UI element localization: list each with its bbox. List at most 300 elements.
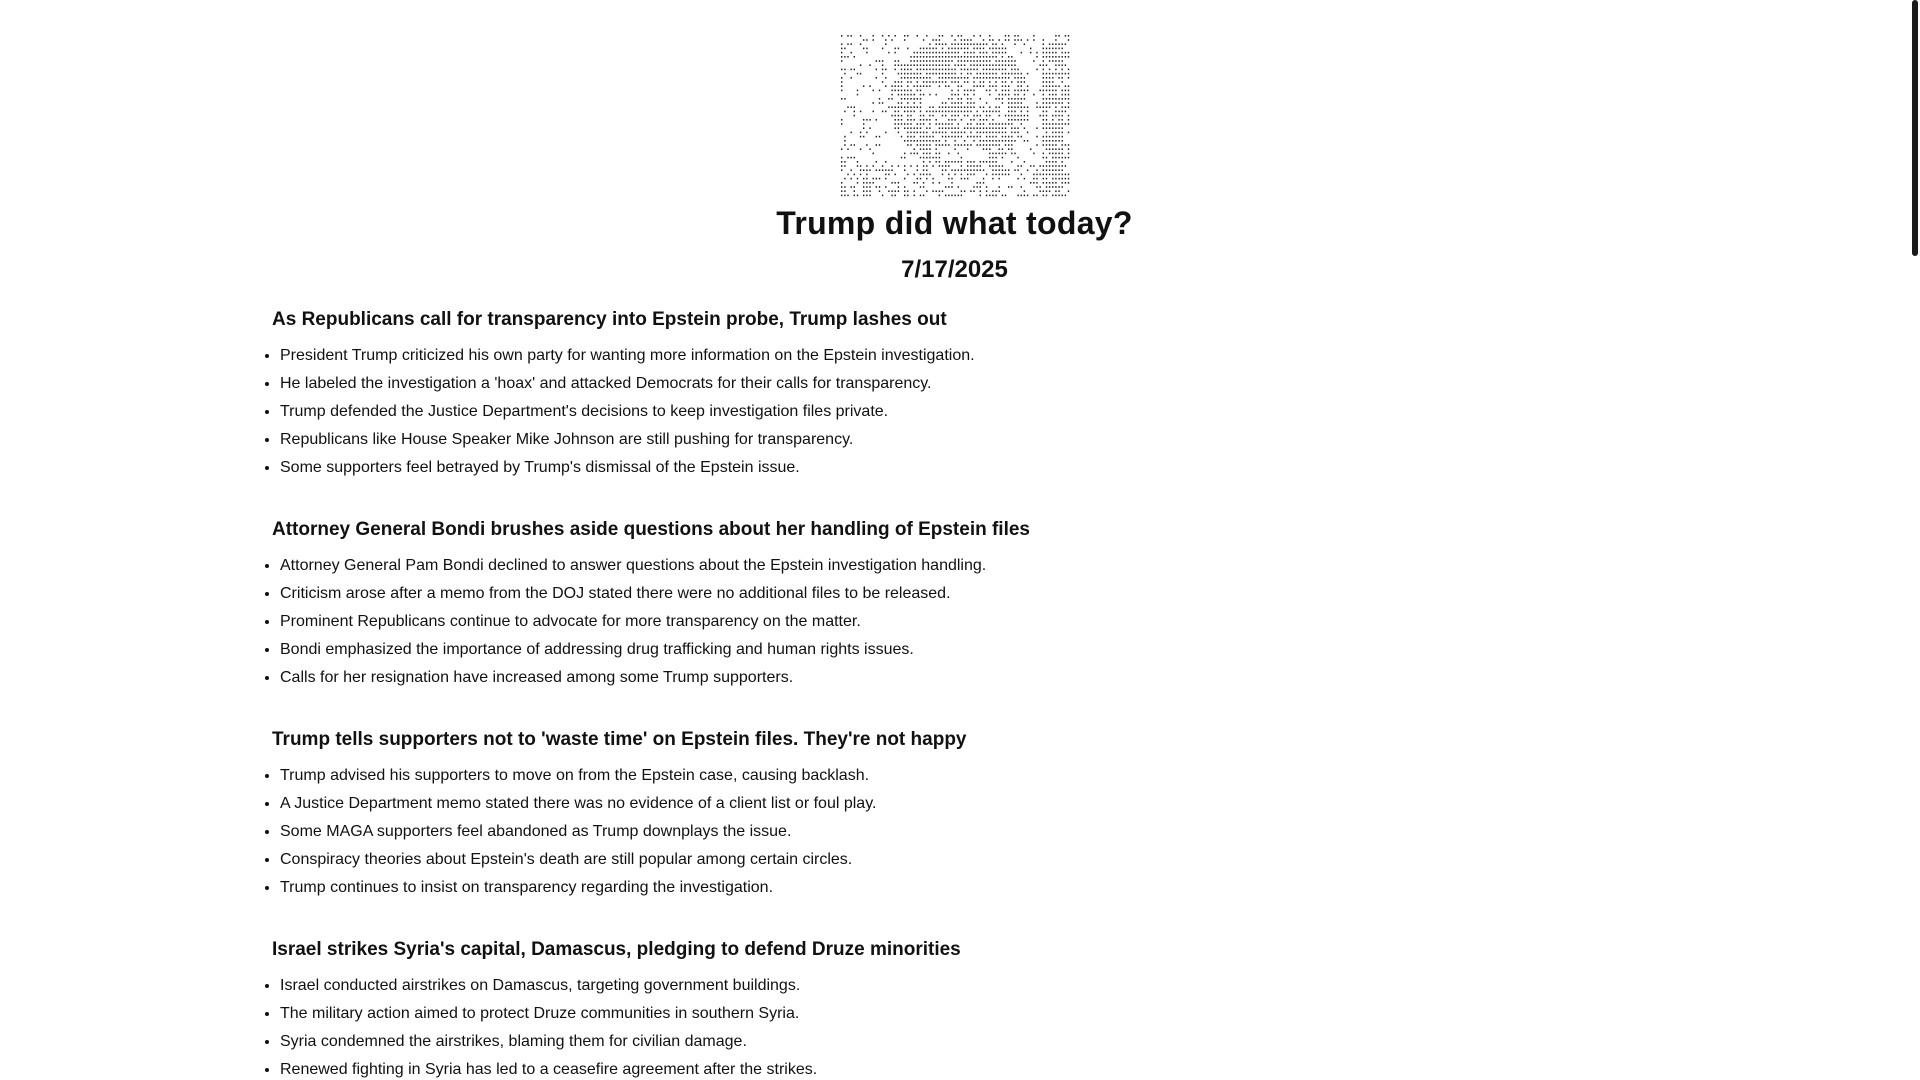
portrait-dot	[1042, 190, 1043, 192]
portrait-dot	[1052, 43, 1053, 45]
portrait-dot	[1011, 102, 1012, 104]
portrait-dot	[872, 39, 873, 41]
portrait-dot	[985, 132, 986, 134]
portrait-dot	[841, 182, 842, 184]
portrait-dot	[853, 111, 854, 113]
portrait-dot	[948, 123, 949, 125]
portrait-dot	[1058, 77, 1059, 79]
portrait-dot	[907, 77, 908, 79]
portrait-dot	[973, 119, 974, 121]
portrait-dot	[1058, 35, 1059, 37]
portrait-dot	[1045, 132, 1046, 134]
portrait-dot	[935, 64, 936, 66]
portrait-dot	[1001, 169, 1002, 171]
portrait-dot	[1045, 90, 1046, 92]
portrait-dot	[1048, 77, 1049, 79]
portrait-dot	[926, 56, 927, 58]
portrait-dot	[900, 85, 901, 87]
portrait-dot	[989, 77, 990, 79]
portrait-dot	[863, 190, 864, 192]
portrait-dot	[1008, 35, 1009, 37]
portrait-dot	[998, 127, 999, 129]
portrait-dot	[853, 157, 854, 159]
portrait-dot	[1011, 144, 1012, 146]
portrait-dot	[1048, 186, 1049, 188]
portrait-dot	[935, 140, 936, 142]
portrait-dot	[938, 195, 939, 197]
portrait-dot	[850, 132, 851, 134]
portrait-dot	[960, 136, 961, 138]
portrait-dot	[976, 169, 977, 171]
portrait-dot	[1008, 123, 1009, 125]
portrait-dot	[973, 174, 974, 176]
portrait-dot	[894, 35, 895, 37]
portrait-dot	[1067, 132, 1068, 134]
portrait-dot	[913, 190, 914, 192]
portrait-dot	[960, 119, 961, 121]
portrait-dot	[869, 127, 870, 129]
portrait-dot	[970, 111, 971, 113]
portrait-dot	[922, 123, 923, 125]
portrait-dot	[989, 115, 990, 117]
portrait-dot	[945, 140, 946, 142]
portrait-dot	[973, 69, 974, 71]
portrait-dot	[945, 161, 946, 163]
portrait-dot	[948, 153, 949, 155]
portrait-dot	[875, 169, 876, 171]
portrait-dot	[881, 195, 882, 197]
portrait-dot	[1030, 148, 1031, 150]
portrait-dot	[938, 140, 939, 142]
portrait-dot	[856, 73, 857, 75]
portrait-dot	[1001, 73, 1002, 75]
portrait-dot	[941, 132, 942, 134]
portrait-dot	[894, 195, 895, 197]
portrait-dot	[1039, 165, 1040, 167]
portrait-dot	[1042, 81, 1043, 83]
portrait-dot	[1008, 94, 1009, 96]
portrait-dot	[938, 165, 939, 167]
portrait-dot	[929, 153, 930, 155]
portrait-dot	[945, 77, 946, 79]
portrait-dot	[1052, 140, 1053, 142]
portrait-dot	[1052, 178, 1053, 180]
portrait-dot	[1011, 132, 1012, 134]
portrait-dot	[957, 56, 958, 58]
portrait-dot	[982, 39, 983, 41]
portrait-dot	[995, 153, 996, 155]
portrait-dot	[992, 132, 993, 134]
vertical-scrollbar[interactable]	[1910, 0, 1920, 1080]
portrait-dot	[960, 85, 961, 87]
portrait-dot	[844, 140, 845, 142]
portrait-dot	[888, 35, 889, 37]
portrait-dot	[900, 98, 901, 100]
portrait-dot	[926, 111, 927, 113]
scrollbar-thumb[interactable]	[1912, 0, 1918, 256]
portrait-dot	[1014, 43, 1015, 45]
portrait-dot	[872, 153, 873, 155]
portrait-dot	[1008, 140, 1009, 142]
portrait-dot	[929, 148, 930, 150]
portrait-dot	[919, 136, 920, 138]
portrait-dot	[1011, 60, 1012, 62]
portrait-dot	[938, 182, 939, 184]
portrait-dot	[1067, 90, 1068, 92]
portrait-dot	[954, 115, 955, 117]
portrait-dot	[1008, 136, 1009, 138]
portrait-dot	[841, 60, 842, 62]
portrait-dot	[985, 161, 986, 163]
portrait-dot	[938, 43, 939, 45]
portrait-dot	[916, 60, 917, 62]
portrait-dot	[989, 148, 990, 150]
portrait-dot	[888, 98, 889, 100]
portrait-dot	[1061, 90, 1062, 92]
portrait-dot	[1008, 169, 1009, 171]
portrait-dot	[998, 132, 999, 134]
portrait-dot	[932, 115, 933, 117]
portrait-dot	[907, 111, 908, 113]
portrait-dot	[1061, 64, 1062, 66]
portrait-dot	[973, 90, 974, 92]
portrait-dot	[982, 85, 983, 87]
portrait-dot	[948, 178, 949, 180]
portrait-dot	[957, 161, 958, 163]
portrait-dot	[960, 102, 961, 104]
portrait-dot	[1061, 132, 1062, 134]
portrait-dot	[859, 174, 860, 176]
portrait-dot	[907, 136, 908, 138]
portrait-dot	[970, 106, 971, 108]
portrait-dot	[976, 182, 977, 184]
portrait-dot	[992, 77, 993, 79]
portrait-dot	[1008, 144, 1009, 146]
portrait-dot	[1011, 111, 1012, 113]
portrait-dot	[957, 169, 958, 171]
portrait-dot	[995, 64, 996, 66]
portrait-dot	[998, 186, 999, 188]
portrait-dot	[979, 56, 980, 58]
portrait-dot	[957, 98, 958, 100]
portrait-dot	[1061, 165, 1062, 167]
portrait-dot	[979, 85, 980, 87]
portrait-dot	[850, 186, 851, 188]
portrait-dot	[929, 73, 930, 75]
portrait-dot	[1045, 48, 1046, 50]
portrait-dot	[904, 69, 905, 71]
portrait-dot	[1017, 73, 1018, 75]
portrait-dot	[1039, 186, 1040, 188]
portrait-dot	[1061, 140, 1062, 142]
portrait-dot	[1004, 81, 1005, 83]
portrait-dot	[926, 73, 927, 75]
portrait-dot	[1045, 115, 1046, 117]
portrait-dot	[989, 106, 990, 108]
portrait-dot	[1045, 119, 1046, 121]
portrait-dot	[1014, 35, 1015, 37]
portrait-dot	[863, 39, 864, 41]
portrait-dot	[1052, 60, 1053, 62]
portrait-dot	[878, 186, 879, 188]
portrait-dot	[1061, 195, 1062, 197]
portrait-dot	[963, 56, 964, 58]
portrait-dot	[1045, 161, 1046, 163]
portrait-dot	[1020, 195, 1021, 197]
portrait-dot	[910, 165, 911, 167]
portrait-dot	[1061, 157, 1062, 159]
portrait-dot	[938, 157, 939, 159]
portrait-dot	[929, 127, 930, 129]
article-bullet-list	[262, 342, 1647, 482]
portrait-dot	[1001, 127, 1002, 129]
portrait-dot	[1036, 127, 1037, 129]
portrait-dot	[878, 178, 879, 180]
portrait-dot	[907, 73, 908, 75]
portrait-dot	[954, 195, 955, 197]
portrait-dot	[844, 161, 845, 163]
portrait-dot	[910, 60, 911, 62]
portrait-dot	[878, 98, 879, 100]
portrait-dot	[1045, 52, 1046, 54]
portrait-dot	[872, 90, 873, 92]
portrait-dot	[941, 73, 942, 75]
portrait-dot	[869, 190, 870, 192]
portrait-dot	[935, 39, 936, 41]
portrait-dot	[1067, 148, 1068, 150]
portrait-dot	[998, 153, 999, 155]
portrait-dot	[913, 64, 914, 66]
portrait-dot	[1004, 169, 1005, 171]
portrait-dot	[891, 165, 892, 167]
portrait-dot	[985, 140, 986, 142]
portrait-dot	[900, 77, 901, 79]
portrait-dot	[926, 136, 927, 138]
portrait-dot	[963, 115, 964, 117]
portrait-dot	[1011, 119, 1012, 121]
portrait-dot	[881, 73, 882, 75]
portrait-dot	[938, 35, 939, 37]
portrait-dot	[992, 64, 993, 66]
portrait-dot	[1061, 106, 1062, 108]
portrait-dot	[992, 144, 993, 146]
portrait-dot	[850, 144, 851, 146]
portrait-dot	[982, 106, 983, 108]
portrait-dot	[935, 144, 936, 146]
portrait-dot	[957, 43, 958, 45]
portrait-dot	[1048, 161, 1049, 163]
portrait-dot	[847, 148, 848, 150]
portrait-dot	[951, 115, 952, 117]
portrait-dot	[1004, 195, 1005, 197]
portrait-dot	[1048, 174, 1049, 176]
portrait-dot	[957, 144, 958, 146]
portrait-dot	[850, 69, 851, 71]
portrait-dot	[957, 111, 958, 113]
portrait-dot	[995, 169, 996, 171]
portrait-dot	[1001, 153, 1002, 155]
portrait-dot	[910, 77, 911, 79]
portrait-dot	[1064, 174, 1065, 176]
portrait-dot	[1055, 52, 1056, 54]
portrait-dot	[1052, 195, 1053, 197]
portrait-dot	[897, 165, 898, 167]
portrait-dot	[948, 98, 949, 100]
portrait-dot	[1020, 81, 1021, 83]
portrait-dot	[859, 64, 860, 66]
portrait-dot	[891, 90, 892, 92]
portrait-dot	[1052, 77, 1053, 79]
portrait-dot	[1026, 169, 1027, 171]
portrait-dot	[1017, 132, 1018, 134]
portrait-dot	[904, 123, 905, 125]
portrait-dot	[1045, 98, 1046, 100]
portrait-dot	[1067, 144, 1068, 146]
portrait-dot	[1061, 56, 1062, 58]
portrait-dot	[1061, 186, 1062, 188]
portrait-dot	[938, 39, 939, 41]
portrait-dot	[907, 132, 908, 134]
portrait-dot	[922, 48, 923, 50]
portrait-dot	[1039, 174, 1040, 176]
portrait-dot	[1014, 69, 1015, 71]
portrait-dot	[844, 98, 845, 100]
portrait-dot	[916, 98, 917, 100]
portrait-dot	[948, 195, 949, 197]
portrait-dot	[904, 98, 905, 100]
portrait-dot	[919, 102, 920, 104]
portrait-dot	[979, 161, 980, 163]
portrait-dot	[904, 73, 905, 75]
portrait-dot	[1055, 148, 1056, 150]
portrait-dot	[938, 69, 939, 71]
portrait-dot	[989, 111, 990, 113]
portrait-dot	[954, 102, 955, 104]
portrait-dot	[866, 119, 867, 121]
portrait-dot	[926, 77, 927, 79]
portrait-dot	[897, 73, 898, 75]
portrait-dot	[951, 195, 952, 197]
portrait-dot	[885, 132, 886, 134]
portrait-dot	[900, 106, 901, 108]
portrait-dot	[1001, 174, 1002, 176]
portrait-dot	[841, 81, 842, 83]
portrait-dot	[982, 119, 983, 121]
portrait-dot	[1048, 73, 1049, 75]
portrait-dot	[982, 127, 983, 129]
portrait-dot	[1039, 115, 1040, 117]
portrait-dot	[1067, 157, 1068, 159]
portrait-dot	[932, 81, 933, 83]
portrait-dot	[1042, 165, 1043, 167]
portrait-dot	[1048, 43, 1049, 45]
portrait-dot	[907, 85, 908, 87]
portrait-dot	[1030, 52, 1031, 54]
portrait-dot	[1042, 85, 1043, 87]
portrait-dot	[967, 73, 968, 75]
article-bullet: • Some supporters feel betrayed by Trump's dismissal of the Epstein issue.	[280, 454, 1647, 482]
portrait-dot	[967, 102, 968, 104]
portrait-dot	[913, 182, 914, 184]
portrait-dot	[1036, 56, 1037, 58]
portrait-dot	[1011, 127, 1012, 129]
portrait-dot	[919, 106, 920, 108]
portrait-dot	[935, 132, 936, 134]
portrait-dot	[841, 52, 842, 54]
portrait-dot	[1064, 123, 1065, 125]
portrait-dot	[932, 140, 933, 142]
portrait-dot	[982, 132, 983, 134]
portrait-dot	[1067, 52, 1068, 54]
portrait-dot	[948, 69, 949, 71]
portrait-dot	[1011, 106, 1012, 108]
portrait-dot	[900, 90, 901, 92]
portrait-dot	[954, 148, 955, 150]
portrait-dot	[979, 43, 980, 45]
portrait-dot	[913, 52, 914, 54]
portrait-dot	[1048, 81, 1049, 83]
portrait-dot	[1004, 69, 1005, 71]
portrait-dot	[1067, 77, 1068, 79]
portrait-dot	[1052, 132, 1053, 134]
portrait-dot	[935, 157, 936, 159]
portrait-dot	[967, 77, 968, 79]
portrait-dot	[907, 69, 908, 71]
portrait-dot	[866, 182, 867, 184]
portrait-dot	[926, 127, 927, 129]
portrait-dot	[1052, 73, 1053, 75]
portrait-dot	[1061, 73, 1062, 75]
portrait-dot	[963, 39, 964, 41]
portrait-dot	[957, 102, 958, 104]
portrait-dot	[907, 90, 908, 92]
portrait-dot	[841, 186, 842, 188]
portrait-dot	[948, 52, 949, 54]
portrait-dot	[960, 98, 961, 100]
portrait-dot	[1017, 165, 1018, 167]
portrait-dot	[1055, 43, 1056, 45]
portrait-dot	[904, 35, 905, 37]
portrait-dot	[1004, 127, 1005, 129]
portrait-dot	[1067, 56, 1068, 58]
portrait-dot	[951, 56, 952, 58]
portrait-dot	[1023, 115, 1024, 117]
portrait-dot	[1067, 98, 1068, 100]
portrait-dot	[1011, 64, 1012, 66]
portrait-dot	[954, 94, 955, 96]
portrait-dot	[1058, 157, 1059, 159]
portrait-dot	[938, 127, 939, 129]
portrait-dot	[1023, 140, 1024, 142]
portrait-dot	[847, 43, 848, 45]
portrait-dot	[957, 52, 958, 54]
portrait-dot	[1064, 90, 1065, 92]
portrait-dot	[926, 153, 927, 155]
portrait-dot	[1045, 195, 1046, 197]
portrait-dot	[1042, 178, 1043, 180]
portrait-dot	[929, 111, 930, 113]
portrait-dot	[967, 115, 968, 117]
portrait-dot	[973, 165, 974, 167]
portrait-dot	[945, 69, 946, 71]
portrait-dot	[967, 98, 968, 100]
portrait-dot	[1042, 153, 1043, 155]
portrait-dot	[926, 35, 927, 37]
portrait-dot	[885, 169, 886, 171]
portrait-dot	[976, 85, 977, 87]
portrait-dot	[1045, 111, 1046, 113]
portrait-dot	[960, 111, 961, 113]
